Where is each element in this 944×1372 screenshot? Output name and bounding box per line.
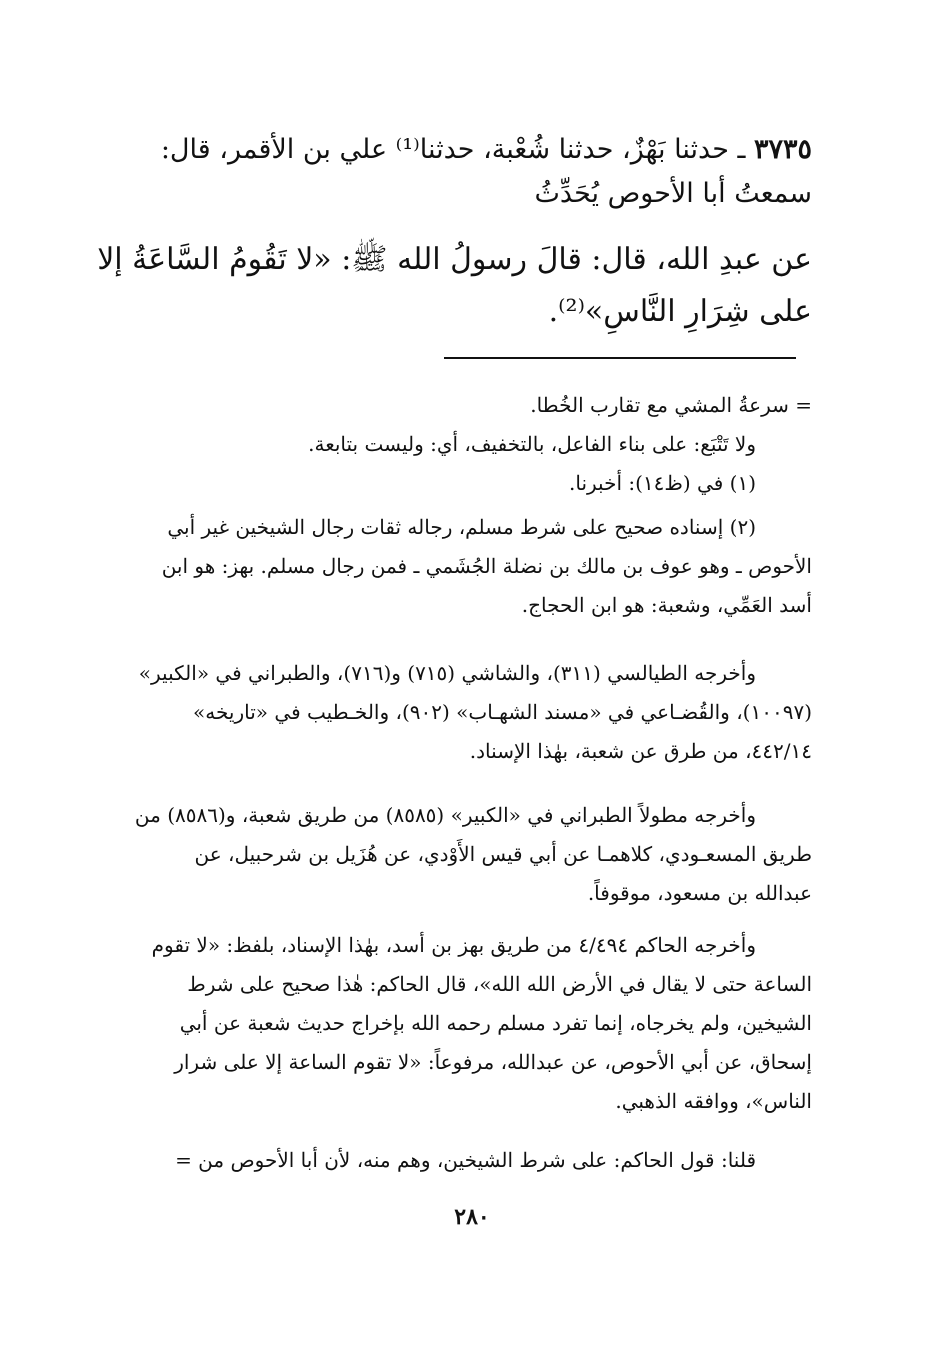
takhrij-1-line: وأخرجه الطيالسي (٣١١)، والشاشي (٧١٥) و(٧١٦)، والطبراني في «الكبير» xyxy=(138,661,756,685)
takhrij-3-line: إسحاق، عن أبي الأحوص، عن عبدالله، مرفوعاً: «لا تقوم الساعة إلا على شرار xyxy=(174,1050,812,1074)
takhrij-paragraph-1 xyxy=(96,654,812,771)
takhrij-1-line: (١٠٠٩٧)، والقُضـاعي في «مسند الشهـاب» (٩٠٢)، والخـطيب في «تاريخه» xyxy=(193,700,812,724)
footnote-1: (١) في (ظ١٤): أخبرنا. xyxy=(569,471,756,495)
footnote-2 xyxy=(96,508,812,625)
hadith-text xyxy=(96,128,812,216)
continuation-line-1: = سرعةُ المشي مع تقارب الخُطا. xyxy=(530,393,812,417)
footnote-2-line: (٢) إسناده صحيح على شرط مسلم، رجاله ثقات رجال الشيخين غير أبي xyxy=(167,515,756,539)
takhrij-3-line: الساعة حتى لا يقال في الأرض الله الله»، قال الحاكم: هٰذا صحيح على شرط xyxy=(187,972,812,996)
footnote-continuation xyxy=(96,386,812,503)
takhrij-paragraph-3 xyxy=(96,926,812,1121)
takhrij-2-line: عبدالله بن مسعود، موقوفاً. xyxy=(587,881,812,905)
takhrij-1-line: ٤٤٢/١٤، من طرق عن شعبة، بهٰذا الإسناد. xyxy=(469,739,812,763)
continuation-line-2: ولا تَتْبَع: على بناء الفاعل، بالتخفيف، أي: وليست بتابعة. xyxy=(308,432,756,456)
footnote-2-line: الأحوص ـ وهو عوف بن مالك بن نضلة الجُشَمي ـ فمن رجال مسلم. بهز: هو ابن xyxy=(161,554,812,578)
hadith-isnad-line-2: سمعتُ أبا الأحوص يُحَدِّثُ xyxy=(534,178,812,209)
hadith-matn-line-2: على شِرَارِ النَّاسِ»⁽²⁾. xyxy=(548,294,812,329)
takhrij-3-line: الشيخين، ولم يخرجاه، إنما تفرد مسلم رحمه الله بإخراج حديث شعبة عن أبي xyxy=(179,1011,812,1035)
hadith-matn-line-1: عن عبدِ الله، قال: قالَ رسولُ الله ﷺ: «لا تَقُومُ السَّاعَةُ إلا xyxy=(97,242,812,277)
hadith-matn xyxy=(96,234,812,338)
commentary-line: قلنا: قول الحاكم: على شرط الشيخين، وهم منه، لأن أبا الأحوص من = xyxy=(175,1148,756,1172)
takhrij-3-line: وأخرجه الحاكم ٤/٤٩٤ من طريق بهز بن أسد، بهٰذا الإسناد، بلفظ: «لا تقوم xyxy=(151,933,756,957)
takhrij-2-line: طريق المسعـودي، كلاهمـا عن أبي قيس الأَوْدي، عن هُزَيل بن شرحبيل، عن xyxy=(194,842,812,866)
footnote-2-line: أسد العَمِّي، وشعبة: هو ابن الحجاج. xyxy=(521,593,812,617)
takhrij-2-line: وأخرجه مطولاً الطبراني في «الكبير» (٨٥٨٥) من طريق شعبة، و(٨٥٨٦) من xyxy=(134,803,756,827)
takhrij-3-line: الناس»، ووافقه الذهبي. xyxy=(615,1089,812,1113)
commentary-paragraph xyxy=(96,1141,812,1180)
hadith-isnad-line-1 xyxy=(96,128,812,172)
takhrij-paragraph-2 xyxy=(96,796,812,913)
page-number: ٢٨٠ xyxy=(454,1204,490,1230)
hadith-isnad-text: ـ حدثنا بَهْزٌ، حدثنا شُعْبة، حدثنا⁽¹⁾ علي بن الأقمر، قال: xyxy=(160,134,746,165)
footnote-separator xyxy=(444,357,796,359)
hadith-number: ٣٧٣٥ xyxy=(753,134,812,165)
